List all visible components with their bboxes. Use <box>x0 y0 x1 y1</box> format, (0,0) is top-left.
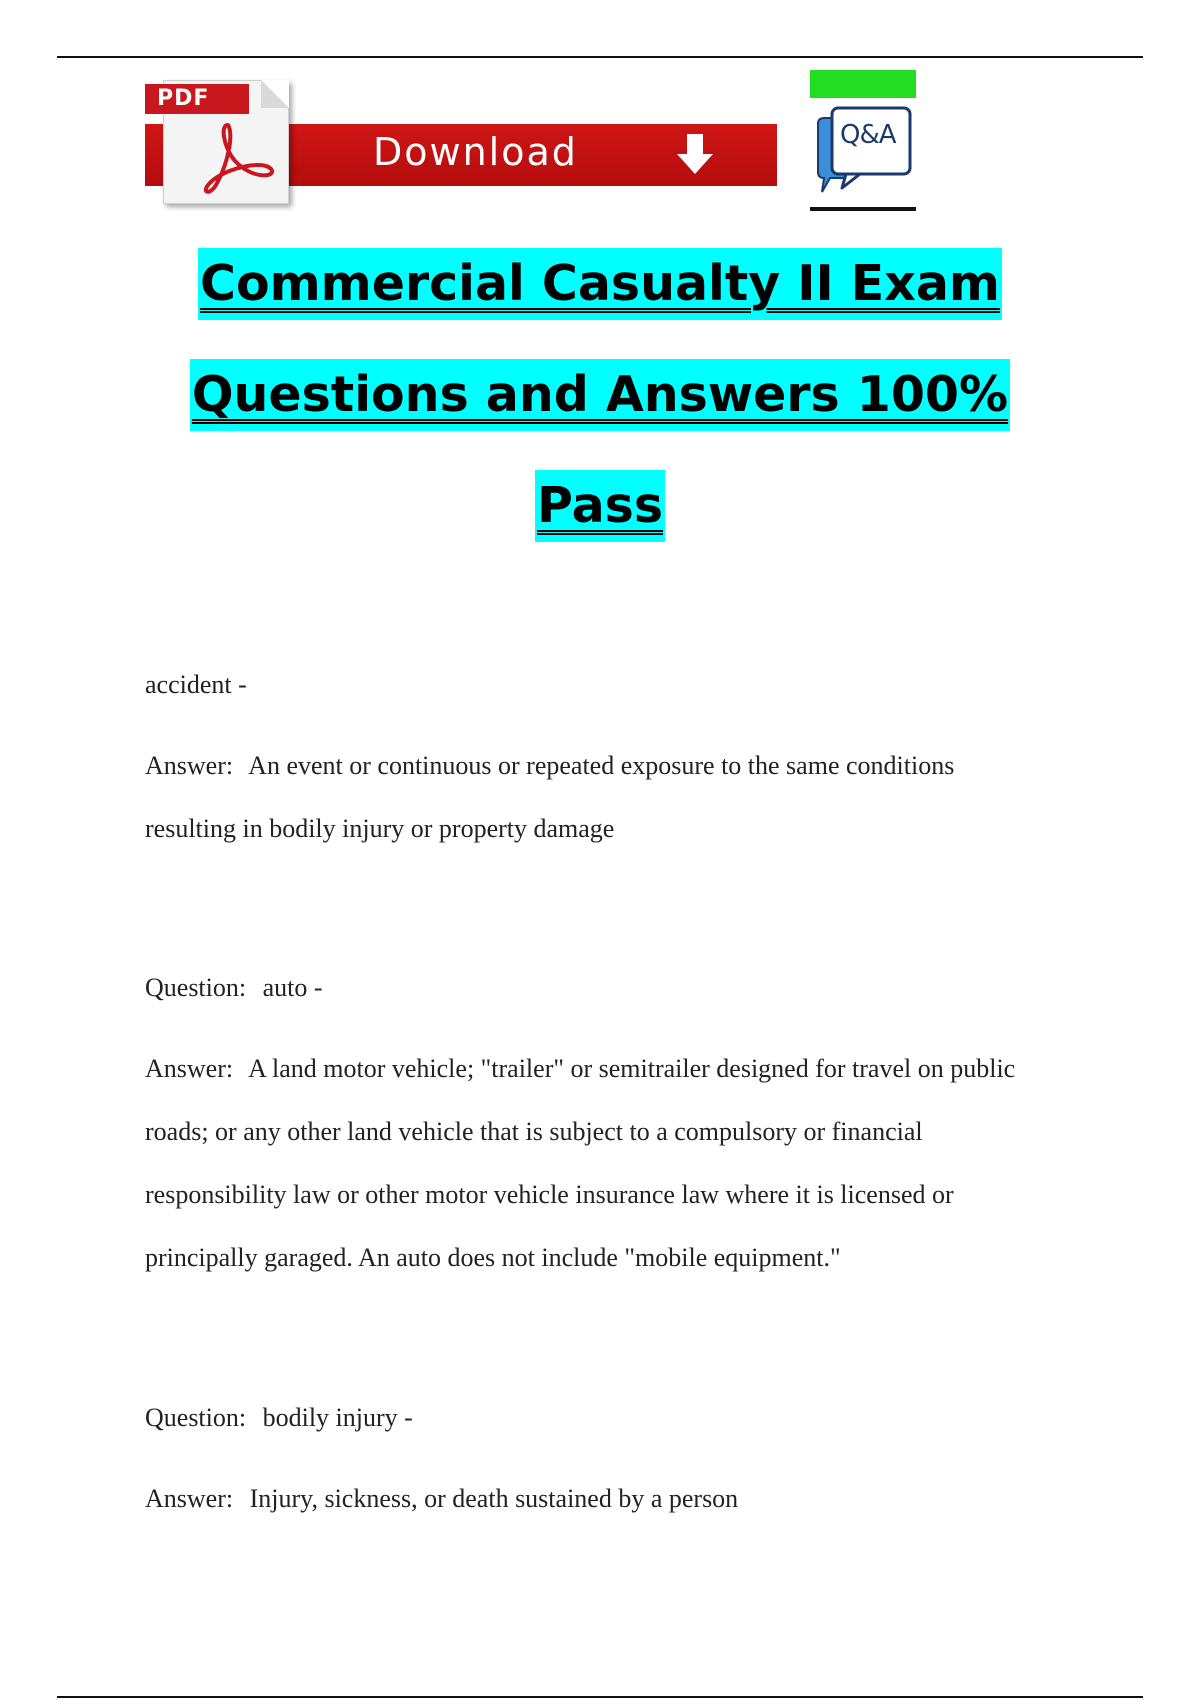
pdf-tag: PDF <box>145 84 249 114</box>
bottom-rule <box>57 1696 1143 1698</box>
answer-text: principally garaged. An auto does not include "mobile equipment." <box>145 1243 841 1272</box>
answer-line <box>145 1037 1085 1100</box>
answer-line <box>145 1100 1085 1163</box>
qa-text: Q&A <box>840 120 896 150</box>
title-line-1: Commercial Casualty II Exam <box>198 248 1002 320</box>
question-label: Question: <box>145 1403 247 1432</box>
answer-line <box>145 1163 1085 1226</box>
top-rule <box>57 56 1143 58</box>
download-label: Download <box>373 130 578 174</box>
question-label: Question: <box>145 973 247 1002</box>
answer-label: Answer: <box>145 1484 234 1513</box>
qa-green-bar <box>810 70 916 98</box>
answer-line <box>145 1226 1085 1289</box>
title-line-2: Questions and Answers 100% <box>190 359 1010 431</box>
download-banner[interactable] <box>145 78 777 206</box>
answer-label: Answer: <box>145 751 234 780</box>
question-line <box>145 1386 1085 1449</box>
answer-text: responsibility law or other motor vehicle insurance law where it is licensed or <box>145 1180 954 1209</box>
answer-text: An event or continuous or repeated exposure to the same conditions <box>248 751 955 780</box>
answer-line <box>145 797 1085 860</box>
document-title <box>0 248 1200 581</box>
question-text: auto - <box>262 973 323 1002</box>
qa-item <box>145 956 1085 1289</box>
qa-badge <box>810 70 916 213</box>
question-text: accident - <box>145 670 247 699</box>
answer-text: A land motor vehicle; "trailer" or semitrailer designed for travel on public <box>248 1054 1016 1083</box>
question-text: bodily injury - <box>262 1403 413 1432</box>
acrobat-icon <box>198 119 276 195</box>
question-line <box>145 653 1085 716</box>
answer-text: Injury, sickness, or death sustained by a person <box>249 1484 739 1513</box>
answer-text: roads; or any other land vehicle that is subject to a compulsory or financial <box>145 1117 923 1146</box>
answer-line <box>145 734 1085 797</box>
download-arrow-icon <box>673 132 717 178</box>
qa-black-bar <box>810 207 916 211</box>
qa-item <box>145 1386 1085 1530</box>
answer-text: resulting in bodily injury or property damage <box>145 814 615 843</box>
answer-line <box>145 1467 1085 1530</box>
chat-bubbles-icon <box>812 104 914 202</box>
answer-label: Answer: <box>145 1054 234 1083</box>
qa-item <box>145 653 1085 860</box>
title-line-3: Pass <box>535 470 665 542</box>
question-line <box>145 956 1085 1019</box>
